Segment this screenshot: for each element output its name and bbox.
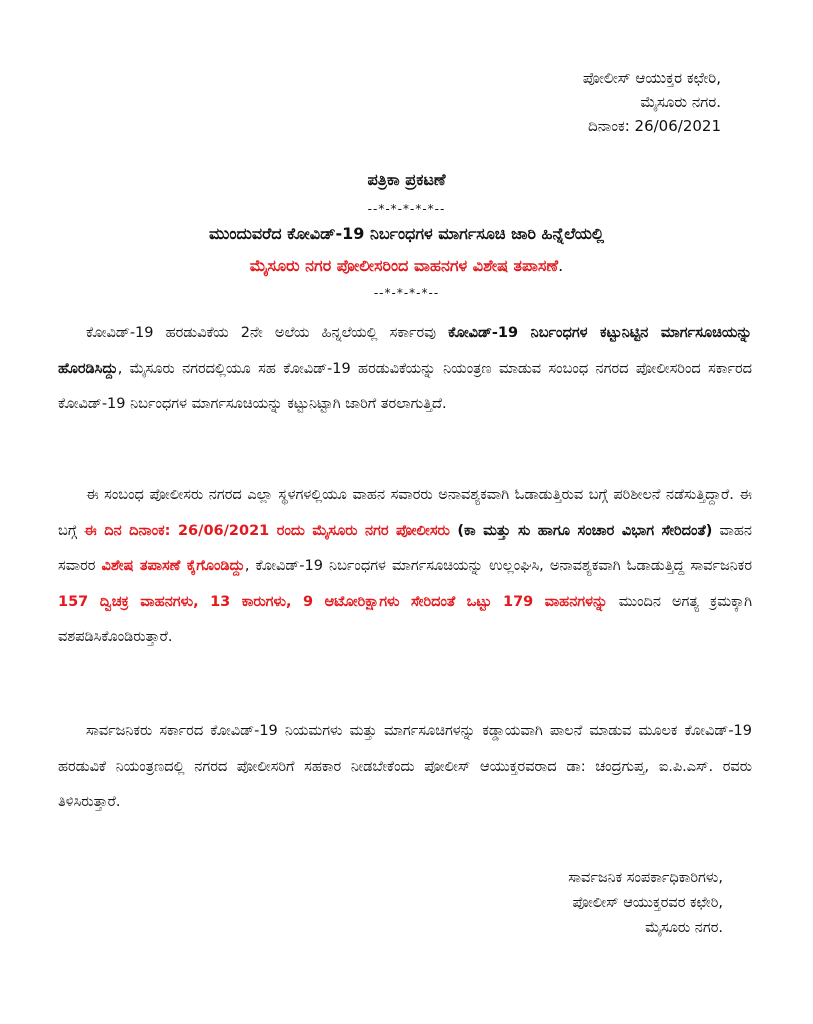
city-name: ಮೈಸೂರು ನಗರ. — [640, 93, 721, 111]
paragraph-3-text: ಸಾರ್ವಜನಿಕರು ಸರ್ಕಾರದ ಕೋವಿಡ್-19 ನಿಯಮಗಳು ಮತ್ತು ಮಾರ್ಗಸೂಚಿಗಳನ್ನು ಕಡ್ಡಾಯವಾಗಿ ಪಾಲನೆ ಮಾಡುವ ಮೂಲಕ ಕೋವಿಡ್-19 ಹರಡುವಿಕೆ ನಿಯಂತ್ರಣದಲ್ಲಿ ನಗರದ ಪೋಲೀಸರಿಗೆ ಸಹಕಾರ ನೀಡಬೇಕೆಂದು ಪೋಲೀಸ್ ಆಯುಕ್ತರವರಾದ ಡಾ: ಚಂದ್ರಗುಪ್ತ, ಐ.ಪಿ.ಎಸ್. ರವರು ತಿಳಿಸಿರುತ್ತಾರೆ. — [58, 723, 752, 810]
paragraph-3 — [58, 714, 752, 821]
paragraph-2-part-1: ಈ ಸಂಬಂಧ ಪೋಲೀಸರು ನಗರದ ಎಲ್ಲಾ ಸ್ಥಳಗಳಲ್ಲಿಯೂ ವಾಹನ ಸವಾರರು ಅನಾವಶ್ಯಕವಾಗಿ ಓಡಾಡುತ್ತಿರುವ ಬಗ್ಗೆ ಪರಿಶೀಲನೆ ನಡೆಸುತ್ತಿದ್ದಾರೆ. ಈ ಬಗ್ಗೆ — [58, 487, 752, 539]
paragraph-2-bold-divisions: (ಕಾ ಮತ್ತು ಸು ಹಾಗೂ ಸಂಚಾರ ವಿಭಾಗ ಸೇರಿದಂತೆ) — [449, 522, 713, 539]
headline-secondary-text: ಮೈಸೂರು ನಗರ ಪೋಲೀಸರಿಂದ ವಾಹನಗಳ ವಿಶೇಷ ತಪಾಸಣೆ — [249, 256, 559, 275]
release-date: ದಿನಾಂಕ: 26/06/2021 — [588, 117, 721, 135]
headline-secondary — [0, 256, 813, 276]
headline-separator: --*-*-*-*-- — [373, 286, 440, 300]
paragraph-2-part-4: ವಾಹನ ಸವಾರರ — [58, 522, 752, 574]
title-separator: --*-*-*-*-*-- — [367, 202, 446, 216]
paragraph-2-part-8: ಮುಂದಿನ ಅಗತ್ಯ ಕ್ರಮಕ್ಕಾಗಿ ವಶಪಡಿಸಿಕೊಂಡಿರುತ್ತಾರೆ. — [58, 593, 753, 645]
header-block — [583, 66, 721, 138]
paragraph-1-part-1: ಕೋವಿಡ್-19 ಹರಡುವಿಕೆಯ 2ನೇ ಅಲೆಯ ಹಿನ್ನಲೆಯಲ್ಲಿ ಸರ್ಕಾರವು — [86, 325, 449, 341]
headline-secondary-period: . — [558, 256, 564, 275]
headline-primary: ಮುಂದುವರೆದ ಕೋವಿಡ್-19 ನಿರ್ಬಂಧಗಳ ಮಾರ್ಗಸೂಚಿ ಜಾರಿ ಹಿನ್ನೆಲೆಯಲ್ಲಿ — [209, 224, 604, 243]
paragraph-1-bold: ಕೋವಿಡ್-19 ನಿರ್ಬಂಧಗಳ ಕಟ್ಟುನಿಟ್ಟಿನ ಮಾರ್ಗಸೂಚಿಯನ್ನು ಹೊರಡಿಸಿದ್ದು — [58, 325, 752, 377]
signature-line-3: ಮೈಸೂರು ನಗರ. — [645, 920, 723, 936]
paragraph-2-highlight-date: ಈ ದಿನ ದಿನಾಂಕ: 26/06/2021 ರಂದು ಮೈಸೂರು ನಗರ ಪೋಲೀಸರು — [84, 522, 450, 539]
page-title: ಪತ್ರಿಕಾ ಪ್ರಕಟಣೆ — [367, 170, 446, 189]
signature-line-2: ಪೋಲೀಸ್ ಆಯುಕ್ತರವರ ಕಛೇರಿ, — [572, 895, 723, 911]
signature-block — [568, 866, 723, 941]
office-name: ಪೋಲೀಸ್ ಆಯುಕ್ತರ ಕಛೇರಿ, — [582, 69, 721, 87]
paragraph-2-highlight-inspection: ವಿಶೇಷ ತಪಾಸಣೆ ಕೈಗೊಂಡಿದ್ದು — [101, 558, 245, 574]
paragraph-2 — [58, 478, 752, 656]
paragraph-1-part-3: , ಮೈಸೂರು ನಗರದಲ್ಲಿಯೂ ಸಹ ಕೋವಿಡ್-19 ಹರಡುವಿಕೆಯನ್ನು ನಿಯಂತ್ರಣ ಮಾಡುವ ಸಂಬಂಧ ನಗರದ ಪೋಲೀಸರಿಂದ ಸರ್ಕಾರದ ಕೋವಿಡ್-19 ನಿರ್ಬಂಧಗಳ ಮಾರ್ಗಸೂಚಿಯನ್ನು ಕಟ್ಟುನಿಟ್ಟಾಗಿ ಜಾರಿಗೆ ತರಲಾಗುತ್ತಿದೆ. — [58, 360, 752, 412]
paragraph-2-part-6: , ಕೋವಿಡ್-19 ನಿರ್ಬಂಧಗಳ ಮಾರ್ಗಸೂಚಿಯನ್ನು ಉಲ್ಲಂಘಿಸಿ, ಅನಾವಶ್ಯಕವಾಗಿ ಓಡಾಡುತ್ತಿದ್ದ ಸಾರ್ವಜನಿಕರ — [244, 558, 752, 574]
paragraph-1 — [58, 316, 752, 423]
paragraph-2-highlight-vehicles: 157 ದ್ವಿಚಕ್ರ ವಾಹನಗಳು, 13 ಕಾರುಗಳು, 9 ಆಟೋರಿಕ್ಷಾಗಳು ಸೇರಿದಂತೆ ಒಟ್ಟು 179 ವಾಹನಗಳನ್ನು — [58, 593, 608, 610]
signature-line-1: ಸಾರ್ವಜನಿಕ ಸಂಪರ್ಕಾಧಿಕಾರಿಗಳು, — [568, 870, 723, 886]
